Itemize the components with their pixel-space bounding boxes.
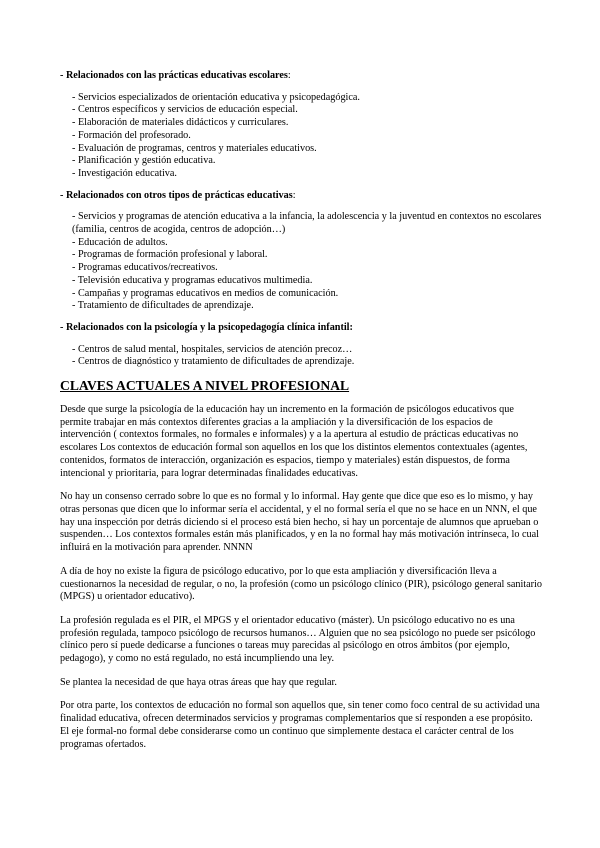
list-item: - Elaboración de materiales didácticos y curriculares. [72, 117, 289, 129]
body-paragraph: A día de hoy no existe la figura de psicólogo educativo, por lo que esta ampliación y diversificación lleva a cuestionarnos la necesidad de regular, o no, la profesión (como un psicólogo clínico (PIR), psicólogo general sanitario (MPGS) u orientador educativo). [60, 565, 542, 603]
group-heading [60, 322, 542, 335]
list-item: - Servicios y programas de atención educativa a la infancia, la adolescencia y la juventud en contextos no escolares (familia, centros de acogida, centros de adopción…) [72, 211, 542, 236]
body-paragraph: No hay un consenso cerrado sobre lo que es no formal y lo informal. Hay gente que dice que eso es lo mismo, y hay otras personas que dicen que lo informar sería el accidental, y el no formal sería el que no se hace en un NNN, el que hay una inspección por detrás diciendo si el proceso está bien hecho, si hay un porcentaje de alumnos que aprueban o suspenden… Los contextos formales están más planificados, y en la no formal hay más motivación intrínseca, lo cual influirá en la motivación para aprender. NNNN [60, 491, 539, 554]
body-paragraph: Por otra parte, los contextos de educación no formal son aquellos que, sin tener como foco central de su actividad una finalidad educativa, ofrecen determinados servicios y programas complementarios que sí responden a ese propósito. El eje formal-no formal debe considerarse como un continuo que simplemente destaca el carácter central de los programas ofertados. [60, 700, 540, 750]
section-title: CLAVES ACTUALES A NIVEL PROFESIONAL [60, 378, 350, 394]
group-heading-colon: : [287, 70, 291, 81]
group-heading-text: - Relacionados con la psicología y la psicopedagogía clínica infantil: [60, 321, 353, 333]
list-item: - Campañas y programas educativos en medios de comunicación. [72, 287, 339, 299]
group-other-practices [60, 190, 542, 313]
group-school-practices [60, 70, 542, 181]
list-item: - Centros de diagnóstico y tratamiento de dificultades de aprendizaje. [72, 356, 355, 368]
item-list [72, 92, 542, 181]
item-list [72, 344, 542, 369]
group-heading-colon: : [292, 189, 296, 201]
group-heading [60, 70, 542, 83]
list-item: - Centros de salud mental, hospitales, servicios de atención precoz… [72, 343, 353, 355]
list-item: - Programas educativos/recreativos. [72, 262, 218, 274]
item-list [72, 211, 542, 313]
document-content [60, 70, 542, 762]
group-heading [60, 190, 542, 203]
body-paragraph: La profesión regulada es el PIR, el MPGS y el orientador educativo (máster). Un psicólogo educativo no es una profesión regulada, tampoco psicólogo de recursos humanos… Alguien que no sea psicólogo no puede ser psicólogo clínico pero sí puede dedicarse a funciones o tareas muy parecidas al psicólogo en otros ámbitos (por ejemplo, pedagogo), y como no está regulado, no está incumpliendo una ley. [60, 614, 536, 665]
list-item: - Educación de adultos. [72, 236, 168, 248]
list-item: - Televisión educativa y programas educativos multimedia. [72, 274, 313, 286]
list-item: - Evaluación de programas, centros y materiales educativos. [72, 142, 317, 154]
list-item: - Investigación educativa. [72, 167, 177, 179]
list-item: - Programas de formación profesional y laboral. [72, 249, 268, 261]
group-heading-text: - Relacionados con otros tipos de prácticas educativas [60, 189, 293, 201]
group-heading-text: - Relacionados con las prácticas educativas escolares [60, 70, 288, 81]
list-item: - Planificación y gestión educativa. [72, 155, 216, 167]
list-item: - Tratamiento de dificultades de aprendizaje. [72, 300, 254, 312]
body-paragraph: Desde que surge la psicología de la educación hay un incremento en la formación de psicólogos educativos que permite trabajar en más contextos diferentes gracias a la ampliación y la diversificación de los espacios de intervención ( contextos formales, no formales e informales) y a la apertura al estudio de prácticas educativas no escolares Los contextos de educación formal son aquellos en los que los distintos elementos contextuales (agentes, contenidos, formatos de interacción, organización es espacios, tiempo y materiales) están dispuestos, de forma intencional y prioritaria, para lograr determinadas finalidades educativas. [60, 404, 528, 479]
group-clinical-psychology [60, 322, 542, 369]
body-paragraph: Se plantea la necesidad de que haya otras áreas que hay que regular. [60, 676, 337, 688]
list-item: - Centros específicos y servicios de educación especial. [72, 104, 298, 116]
list-item: - Formación del profesorado. [72, 129, 191, 141]
list-item: - Servicios especializados de orientación educativa y psicopedagógica. [72, 91, 360, 103]
